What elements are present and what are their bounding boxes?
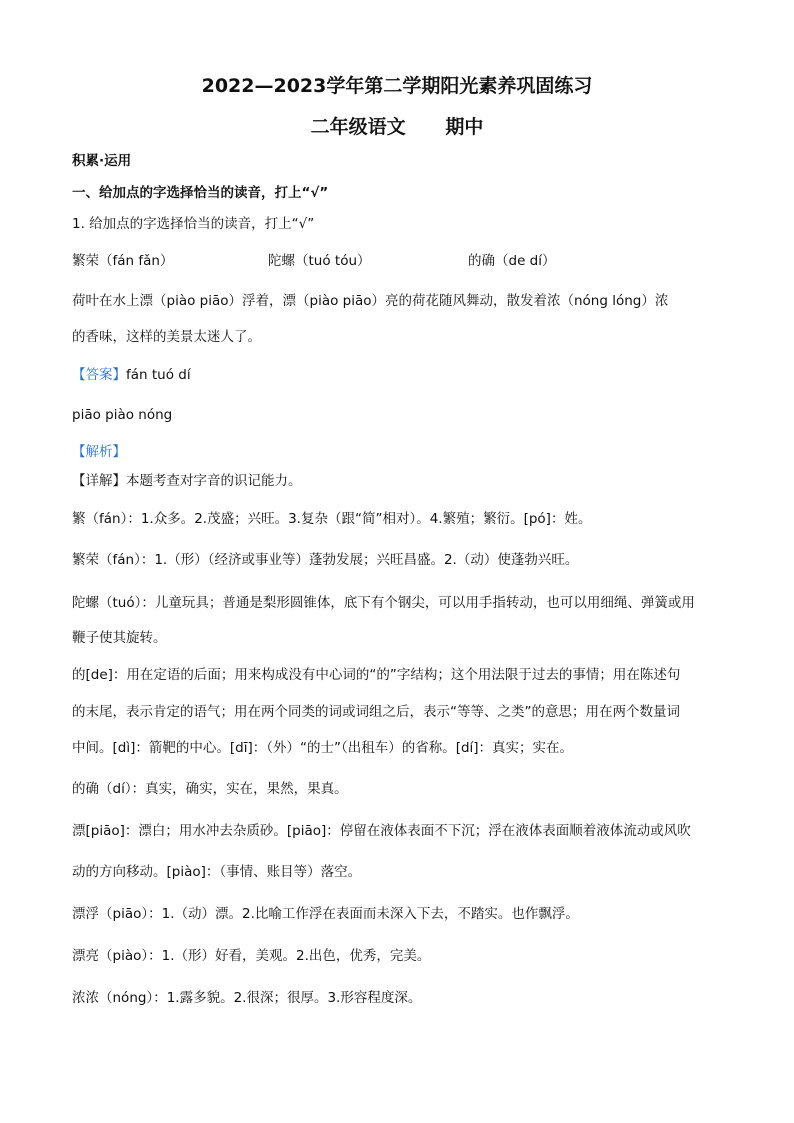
analysis-line: 的[de]：用在定语的后面；用来构成没有中心词的“的”字结构；这个用法限于过去的事情；用在陈述句 [72, 667, 681, 683]
page-title: 2022—2023学年第二学期阳光素养巩固练习 [201, 75, 593, 97]
answer-line-2: piāo piào nóng [72, 407, 173, 423]
section-label: 积累·运用 [72, 153, 132, 169]
detail-text: 本题考查对字音的识记能力。 [126, 473, 302, 489]
analysis-line: 漂浮（piāo）：1.（动）漂。2.比喻工作浮在表面而未深入下去，不踏实。也作飘浮。 [72, 906, 579, 922]
analysis-line: 的确（dí）：真实，确实，实在，果然，果真。 [72, 781, 348, 797]
analysis-line: 浓浓（nóng）：1.露多貌。2.很深；很厚。3.形容程度深。 [72, 990, 422, 1006]
analysis-line: 鞭子使其旋转。 [72, 630, 167, 646]
word-option-fanrong: 繁荣（fán fǎn） [72, 253, 174, 269]
answer-line-1 [72, 366, 191, 384]
analysis-label: 【解析】 [72, 444, 126, 460]
detail-label: 【详解】 [72, 473, 126, 489]
part-heading: 一、给加点的字选择恰当的读音，打上“√” [72, 185, 329, 201]
analysis-line: 的末尾，表示肯定的语气；用在两个同类的词或词组之后，表示“等等、之类”的意思；用在两个数量词 [72, 704, 680, 720]
question-sentence-line-2: 的香味，这样的美景太迷人了。 [72, 329, 261, 345]
analysis-line: 陀螺（tuó）：儿童玩具；普通是梨形圆锥体，底下有个钢尖，可以用手指转动，也可以用细绳、弹簧或用 [72, 595, 695, 611]
answer-label: 【答案】 [72, 367, 126, 383]
analysis-line: 漂亮（piào）：1.（形）好看，美观。2.出色，优秀，完美。 [72, 948, 431, 964]
word-option-dique: 的确（de dí） [468, 253, 556, 269]
detail-line [72, 472, 302, 490]
analysis-line: 漂[piāo]：漂白；用水冲去杂质砂。[piāo]：停留在液体表面不下沉；浮在液体表面顺着液体流动或风吹 [72, 823, 691, 839]
question-stem: 1. 给加点的字选择恰当的读音，打上“√” [72, 216, 315, 232]
analysis-line: 繁（fán）：1.众多。2.茂盛；兴旺。3.复杂（跟“简”相对）。4.繁殖；繁衍。[pó]：姓。 [72, 511, 592, 527]
question-sentence-line-1: 荷叶在水上漂（piào piāo）浮着，漂（piào piāo）亮的荷花随风舞动，散发着浓（nóng lóng）浓 [72, 293, 669, 309]
analysis-line: 中间。[dì]：箭靶的中心。[dī]：（外）“的士”（出租车）的省称。[dí]：真实；实在。 [72, 740, 574, 756]
analysis-line: 动的方向移动。[piào]：（事情、账目等）落空。 [72, 864, 362, 880]
page-subtitle: 二年级语文 期中 [310, 116, 484, 138]
analysis-line: 繁荣（fán）：1.（形）（经济或事业等）蓬勃发展；兴旺昌盛。2.（动）使蓬勃兴旺。 [72, 552, 579, 568]
answer-text-1: fán tuó dí [126, 367, 191, 383]
word-option-tuoluo: 陀螺（tuó tóu） [268, 253, 371, 269]
